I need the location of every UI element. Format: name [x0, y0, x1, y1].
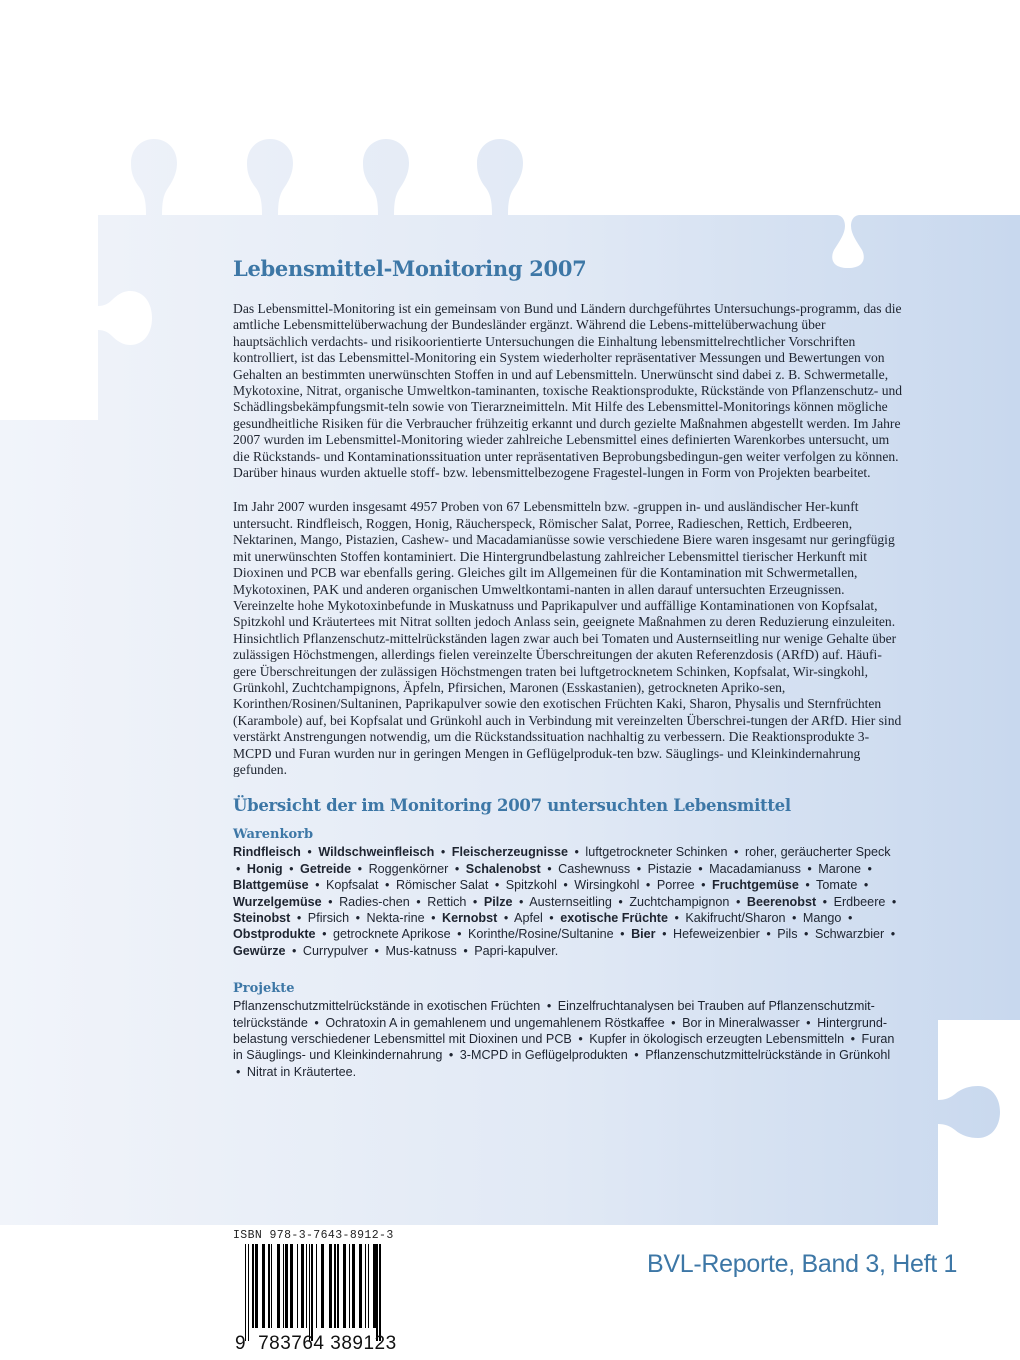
- bullet-separator: •: [494, 878, 500, 893]
- bullet-separator: •: [519, 894, 524, 909]
- warenkorb-item: Macadamianuss: [709, 861, 801, 876]
- warenkorb-item: Kakifrucht/Sharon: [685, 911, 786, 925]
- bullet-separator: •: [891, 894, 897, 909]
- series-label: BVL-Reporte, Band 3, Heft 1: [647, 1250, 958, 1278]
- ean-left-digits: 783764: [258, 1333, 325, 1354]
- warenkorb-item: Wirsingkohl: [574, 878, 640, 893]
- bullet-separator: •: [867, 861, 872, 876]
- warenkorb-item: Steinobst: [233, 911, 291, 925]
- bullet-separator: •: [236, 1064, 241, 1079]
- barcode: [245, 1244, 423, 1341]
- bullet-separator: •: [822, 894, 828, 909]
- bullet-separator: •: [804, 927, 809, 942]
- warenkorb-item: Beerenobst: [746, 894, 817, 909]
- bullet-separator: •: [620, 927, 625, 942]
- bullet-separator: •: [547, 861, 552, 876]
- bullet-separator: •: [296, 911, 302, 925]
- bullet-separator: •: [735, 894, 741, 909]
- bullet-separator: •: [662, 927, 667, 942]
- bullet-separator: •: [674, 911, 679, 925]
- warenkorb-item: Honig: [246, 861, 283, 876]
- bullet-separator: •: [549, 911, 554, 925]
- bullet-separator: •: [431, 911, 436, 925]
- warenkorb-item: Zuchtchampignon: [629, 894, 730, 909]
- bullet-separator: •: [734, 845, 739, 860]
- isbn-block: [233, 1229, 423, 1341]
- bullet-separator: •: [457, 927, 462, 942]
- warenkorb-item: Cashewnuss: [558, 861, 631, 876]
- warenkorb-item: Pils: [777, 927, 798, 942]
- bullet-separator: •: [454, 861, 460, 876]
- warenkorb-item: Apfel: [514, 911, 543, 925]
- bullet-separator: •: [847, 911, 853, 925]
- warenkorb-item: Spitzkohl: [505, 878, 557, 893]
- warenkorb-item: Fleischerzeugnisse: [451, 845, 568, 860]
- bullet-separator: •: [546, 999, 552, 1014]
- bullet-separator: •: [850, 1032, 856, 1047]
- overview-heading: Übersicht der im Monitoring 2007 untersuchten Lebensmittel: [233, 796, 791, 816]
- results-paragraph: Im Jahr 2007 wurden insgesamt 4957 Proben von 67 Lebensmitteln bzw. -gruppen in- und ausländischer Her-kunft untersucht. Rindfleisch, Roggen, Honig, Räucherspeck, Römischer Salat, Porree, Radieschen, Rettich, Erdbeeren, Nektarinen, Mango, Pistazien, Cashew- und Macadamianüsse sowie verschiedene Biere waren insgesamt nur geringfügig mit unerwünschten Stoffen kontaminiert. Die Hintergrundbelastung zahlreicher Lebensmittel tierischer Herkunft mit Dioxinen und PCB war ebenfalls gering. Gleiches gilt im Allgemeinen für die Kontamination mit Schwermetallen, Mykotoxinen, PAK und anderen organischen Umweltkontami-nanten in allen darauf untersuchten Erzeugnissen. Vereinzelte hohe Mykotoxinbefunde in Muskatnuss und Paprikapulver und auffällige Kontaminationen von Kopfsalat, Spitzkohl und Kräutertees mit Nitrat sollten jedoch Anlass sein, geeignete Maßnahmen zu deren Reduzierung einzuleiten. Hinsichtlich Pflanzenschutz-mittelrückständen lagen zwar auch bei Tomaten und Austernseitling nur wenige Gehalte über zulässigen Höchstmengen, allerdings fielen vereinzelte Überschreitungen der akuten Referenzdosis (ARfD) auf. Häufi-gere Überschreitungen der zulässigen Höchstmengen traten bei luftgetrocknetem Schinken, Kopfsalat, Wir-singkohl, Grünkohl, Zuchtchampignons, Äpfeln, Pfirsichen, Maronen (Esskastanien), getrockneten Apriko-sen, Korinthen/Rosinen/Sultaninen, Paprikapulver sowie den exotischen Früchten Kaki, Sharon, Physalis und Sternfrüchten (Karambole) auf, bei Kopfsalat und Grünkohl auch in Verbindung mit vereinzelten Überschrei-tungen der ARfD. Hier sind verstärkt Anstrengungen notwendig, um die Rückstandssituation nachhaltig zu verbessern. Die Reaktionsprodukte 3-MCPD und Furan wurden nur in geringen Mengen in Geflügelproduk-ten bzw. Säuglings- und Kleinkindernahrung gefunden.: [233, 499, 902, 777]
- bullet-separator: •: [472, 894, 478, 909]
- warenkorb-item: Wildschweinfleisch: [318, 845, 435, 860]
- bullet-separator: •: [322, 927, 327, 942]
- bullet-separator: •: [863, 878, 869, 893]
- bullet-separator: •: [440, 845, 446, 860]
- bullet-separator: •: [292, 943, 297, 958]
- bullet-separator: •: [645, 878, 651, 893]
- warenkorb-item: Mus-katnuss: [385, 943, 457, 958]
- warenkorb-heading: Warenkorb: [233, 827, 314, 843]
- warenkorb-item: Schwarzbier: [814, 927, 885, 942]
- warenkorb-item: Mango: [802, 911, 842, 925]
- warenkorb-item: Obstprodukte: [233, 927, 316, 942]
- ean-right-digits: 389123: [330, 1333, 397, 1354]
- warenkorb-item: Pfirsich: [307, 911, 350, 925]
- bullet-separator: •: [236, 861, 241, 876]
- bullet-separator: •: [807, 861, 812, 876]
- warenkorb-item: Kopfsalat: [326, 878, 379, 893]
- warenkorb-item: Korinthe/Rosine/Sultanine: [468, 927, 614, 942]
- warenkorb-item: Papri-kapulver.: [474, 943, 559, 958]
- bullet-separator: •: [766, 927, 771, 942]
- bullet-separator: •: [448, 1048, 454, 1063]
- bullet-separator: •: [634, 1048, 639, 1063]
- page-title: Lebensmittel-Monitoring 2007: [233, 256, 587, 281]
- warenkorb-item: Marone: [818, 861, 861, 876]
- bullet-separator: •: [374, 943, 379, 958]
- ean-digits: [235, 1333, 397, 1355]
- projekt-item: Pflanzenschutzmittelrückstände in exotischen Früchten: [233, 999, 541, 1014]
- bullet-separator: •: [385, 878, 390, 893]
- warenkorb-item: Pilze: [483, 894, 513, 909]
- warenkorb-item: Nekta-rine: [366, 911, 425, 925]
- bullet-separator: •: [503, 911, 509, 925]
- warenkorb-item: Kernobst: [442, 911, 498, 925]
- bullet-separator: •: [792, 911, 797, 925]
- projekt-item: Bor in Mineralwasser: [682, 1015, 800, 1030]
- bullet-separator: •: [806, 1015, 811, 1030]
- projekt-item: Furan in Säuglings- und Kleinkindernahrung: [233, 1032, 895, 1063]
- warenkorb-list: [233, 844, 903, 959]
- bullet-separator: •: [890, 927, 896, 942]
- bullet-separator: •: [805, 878, 810, 893]
- warenkorb-item: Getreide: [300, 861, 352, 876]
- bullet-separator: •: [574, 845, 579, 860]
- bullet-separator: •: [315, 878, 320, 893]
- warenkorb-item: Rindfleisch: [233, 845, 301, 860]
- projekte-list: [233, 998, 903, 1080]
- warenkorb-item: Porree: [656, 878, 695, 893]
- projekte-heading: Projekte: [233, 981, 295, 997]
- bullet-separator: •: [314, 1015, 319, 1030]
- warenkorb-item: Tomate: [816, 878, 858, 893]
- warenkorb-item: Blattgemüse: [233, 878, 309, 893]
- bullet-separator: •: [698, 861, 703, 876]
- intro-paragraph: Das Lebensmittel-Monitoring ist ein gemeinsam von Bund und Ländern durchgeführtes Untersuchungs-programm, das die amtliche Lebensmittelüberwachung der Bundesländer ergänzt. Während die Lebens-mittelüberwachung über hauptsächlich verdachts- und risikoorientierte Untersuchungen die Einhaltung lebensmittelrechtlicher Vorschriften kontrolliert, ist das Lebensmittel-Monitoring ein System wiederholter repräsentativer Messungen und Bewertungen von Gehalten an bestimmten unerwünschten Stoffen in und auf Lebensmitteln. Unerwünscht sind dabei z. B. Schwermetalle, Mykotoxine, Nitrat, organische Umweltkon-taminanten, toxische Reaktionsprodukte, Rückstände von Pflanzenschutz- und Schädlingsbekämpfungsmit-teln sowie von Tierarzneimitteln. Mit Hilfe des Lebensmittel-Monitorings können mögliche gesundheitliche Risiken für die Verbraucher frühzeitig erkannt und durch gezielte Maßnahmen abgestellt werden. Im Jahre 2007 wurden im Lebensmittel-Monitoring wieder zahlreiche Lebensmittel eines definierten Warenkorbes untersucht, um die Rückstands- und Kontaminationssituation unter repräsentativen Beprobungsbedingun-gen weiter verfolgen zu können. Darüber hinaus wurden aktuelle stoff- bzw. lebensmittelbezogene Fragestel-lungen in Form von Projekten bearbeitet.: [233, 301, 903, 481]
- bullet-separator: •: [328, 894, 333, 909]
- projekt-item: Einzelfruchtanalysen bei Trauben auf Pflanzenschutzmit-telrückstände: [233, 999, 875, 1030]
- warenkorb-item: Bier: [631, 927, 656, 942]
- warenkorb-item: Wurzelgemüse: [233, 894, 322, 909]
- bullet-separator: •: [578, 1032, 583, 1047]
- warenkorb-item: Schalenobst: [465, 861, 541, 876]
- projekt-item: Ochratoxin A in gemahlenem und ungemahlenem Röstkaffee: [325, 1015, 665, 1030]
- bullet-separator: •: [307, 845, 312, 860]
- projekt-item: 3-MCPD in Geflügelprodukten: [459, 1048, 628, 1063]
- ean-first-digit: 9: [235, 1333, 247, 1354]
- projekt-item: Hintergrund-belastung verschiedener Lebensmittel mit Dioxinen und PCB: [233, 1015, 888, 1047]
- warenkorb-item: getrocknete Aprikose: [332, 927, 451, 942]
- warenkorb-item: exotische Früchte: [560, 911, 668, 925]
- bullet-separator: •: [636, 861, 642, 876]
- bullet-separator: •: [416, 894, 421, 909]
- warenkorb-item: Roggenkörner: [368, 861, 449, 876]
- projekt-item: Kupfer in ökologisch erzeugten Lebensmitteln: [589, 1032, 845, 1047]
- warenkorb-item: Gewürze: [233, 943, 286, 958]
- bullet-separator: •: [357, 861, 363, 876]
- projekt-item: Pflanzenschutzmittelrückstände in Grünkohl: [645, 1048, 891, 1063]
- bullet-separator: •: [671, 1015, 676, 1030]
- bullet-separator: •: [355, 911, 361, 925]
- bullet-separator: •: [463, 943, 468, 958]
- warenkorb-item: Rettich: [427, 894, 467, 909]
- warenkorb-item: Austernseitling: [529, 894, 612, 909]
- bullet-separator: •: [618, 894, 623, 909]
- document-content: [233, 256, 903, 1102]
- bullet-separator: •: [701, 878, 706, 893]
- warenkorb-item: Currypulver: [302, 943, 369, 958]
- warenkorb-item: Pistazie: [647, 861, 692, 876]
- bullet-separator: •: [289, 861, 294, 876]
- isbn-label: ISBN 978-3-7643-8912-3: [233, 1229, 394, 1242]
- bullet-separator: •: [563, 878, 568, 893]
- warenkorb-item: luftgetrockneter Schinken: [585, 845, 728, 860]
- projekt-item: Nitrat in Kräutertee.: [246, 1064, 357, 1079]
- warenkorb-item: roher, geräucherter Speck: [744, 845, 891, 860]
- warenkorb-item: Erdbeere: [833, 894, 886, 909]
- warenkorb-item: Fruchtgemüse: [712, 878, 799, 893]
- warenkorb-item: Radies-chen: [339, 894, 410, 909]
- warenkorb-item: Römischer Salat: [395, 878, 489, 893]
- warenkorb-item: Hefeweizenbier: [673, 927, 760, 942]
